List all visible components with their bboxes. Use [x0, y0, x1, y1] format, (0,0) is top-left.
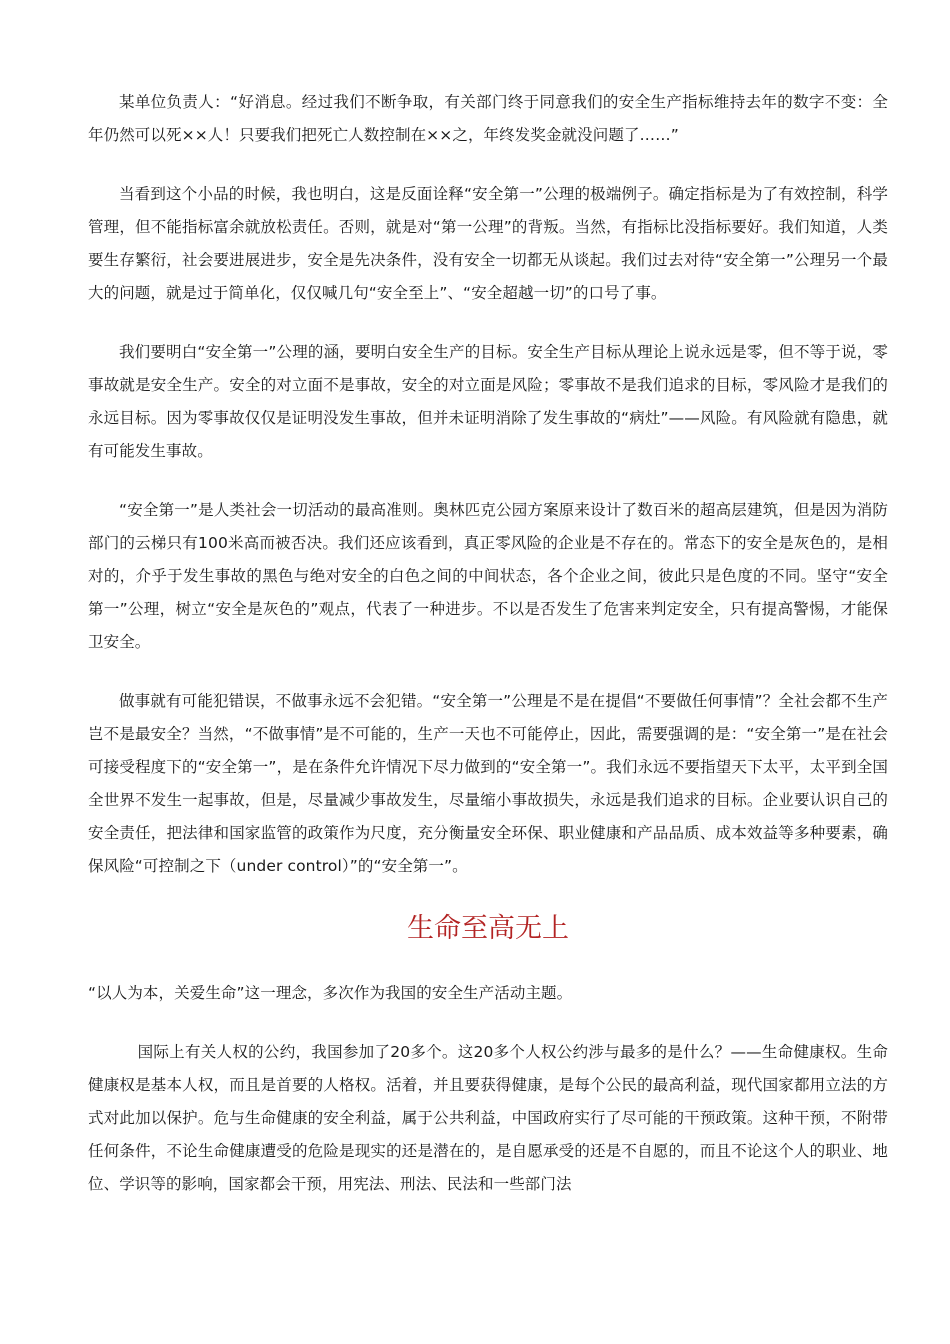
document-page: [88, 86, 888, 1227]
paragraph-skit-analysis: 当看到这个小品的时候，我也明白，这是反面诠释“安全第一”公理的极端例子。确定指标是为了有效控制，科学管理，但不能指标富余就放松责任。否则，就是对“第一公理”的背叛。当然，有指标比没指标要好。我们知道，人类要生存繁衍，社会要进展进步，安全是先决条件，没有安全一切都无从谈起。我们过去对待“安全第一”公理另一个最大的问题，就是过于简单化，仅仅喊几句“安全至上”、“安全超越一切”的口号了事。: [88, 185, 888, 302]
paragraph-safety-goal: 我们要明白“安全第一”公理的涵，要明白安全生产的目标。安全生产目标从理论上说永远是零，但不等于说，零事故就是安全生产。安全的对立面不是事故，安全的对立面是风险；零事故不是我们追求的目标，零风险才是我们的永远目标。因为零事故仅仅是证明没发生事故，但并未证明消除了发生事故的“病灶”——风险。有风险就有隐患，就有可能发生事故。: [88, 343, 888, 460]
paragraph-highest-principle: “安全第一”是人类社会一切活动的最高准则。奥林匹克公园方案原来设计了数百米的超高层建筑，但是因为消防部门的云梯只有100米高而被否决。我们还应该看到，真正零风险的企业是不存在的。常态下的安全是灰色的，是相对的，介乎于发生事故的黑色与绝对安全的白色之间的中间状态，各个企业之间，彼此只是色度的不同。坚守“安全第一”公理，树立“安全是灰色的”观点，代表了一种进步。不以是否发生了危害来判定安全，只有提高警惕，才能保卫安全。: [88, 501, 888, 651]
paragraph-acceptable-safety: 做事就有可能犯错误，不做事永远不会犯错。“安全第一”公理是不是在提倡“不要做任何事情”？全社会都不生产岂不是最安全？当然，“不做事情”是不可能的，生产一天也不可能停止，因此，需要强调的是：“安全第一”是在社会可接受程度下的“安全第一”，是在条件允许情况下尽力做到的“安全第一”。我们永远不要指望天下太平，太平到全国全世界不发生一起事故，但是，尽量减少事故发生，尽量缩小事故损失，永远是我们追求的目标。企业要认识自己的安全责任，把法律和国家监管的政策作为尺度，充分衡量安全环保、职业健康和产品品质、成本效益等多种要素，确保风险“可控制之下（under control）”的“安全第一”。: [88, 692, 888, 875]
section-heading: 生命至高无上: [407, 913, 569, 944]
paragraph-dialogue: 某单位负责人：“好消息。经过我们不断争取，有关部门终于同意我们的安全生产指标维持去年的数字不变：全年仍然可以死××人！只要我们把死亡人数控制在××之，年终发奖金就没问题了……”: [88, 93, 888, 144]
paragraph-human-rights: 国际上有关人权的公约，我国参加了20多个。这20多个人权公约涉与最多的是什么？——生命健康权。生命健康权是基本人权，而且是首要的人格权。活着，并且要获得健康，是每个公民的最高利益，现代国家都用立法的方式对此加以保护。危与生命健康的安全利益，属于公共利益，中国政府实行了尽可能的干预政策。这种干预，不附带任何条件，不论生命健康遭受的危险是现实的还是潜在的，是自愿承受的还是不自愿的，而且不论这个人的职业、地位、学识等的影响，国家都会干预，用宪法、刑法、民法和一些部门法: [88, 1043, 888, 1193]
paragraph-intro: “以人为本，关爱生命”这一理念，多次作为我国的安全生产活动主题。: [88, 984, 573, 1002]
